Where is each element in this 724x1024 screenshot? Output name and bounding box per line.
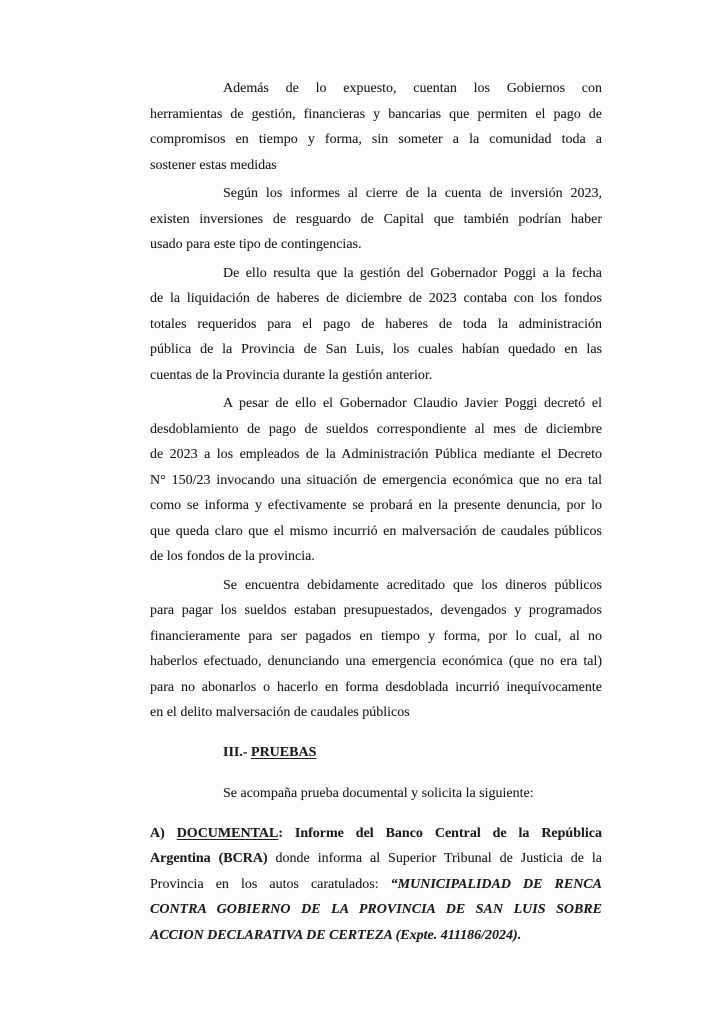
text-line [150, 872, 602, 898]
text-line [150, 573, 602, 599]
text-run: Según los informes al cierre de la cuenta de inversión 2023, [223, 186, 602, 201]
text-line [150, 649, 602, 675]
text-line [150, 417, 602, 443]
text-run: herramientas de gestión, financieras y bancarias que permiten el pago de [150, 106, 602, 122]
text-run: A pesar de ello el Gobernador Claudio Javier Poggi decretó el [223, 396, 602, 411]
paragraph-dineros-presupuestados [150, 573, 602, 726]
text-run: financieramente para ser pagados en tiempo y forma, por lo cual, al no [150, 628, 602, 644]
paragraph-se-acompana-prueba [150, 781, 602, 807]
text-line [150, 781, 602, 807]
text-line [150, 232, 602, 258]
text-line [150, 312, 602, 338]
text-run: de la liquidación de haberes de diciembre de 2023 contaba con los fondos [150, 291, 602, 306]
text-run: Se encuentra debidamente acreditado que los dineros públicos [223, 577, 602, 593]
paragraph-gobiernos-herramientas [150, 76, 602, 178]
text-run: : Informe del Banco Central de la República [278, 825, 602, 841]
text-run: pública de la Provincia de San Luis, los cuales habían quedado en las [150, 342, 602, 357]
section-heading-pruebas [150, 740, 602, 766]
text-line [150, 598, 602, 624]
text-line [150, 153, 602, 179]
text-run: en el delito malversación de caudales públicos [150, 705, 410, 720]
text-line [150, 846, 602, 872]
text-run: totales requeridos para el pago de haberes de toda la administración [150, 316, 602, 332]
text-run: de los fondos de la provincia. [150, 549, 315, 564]
text-line [150, 286, 602, 312]
text-line [150, 76, 602, 102]
text-line [150, 127, 602, 153]
text-line [150, 468, 602, 494]
paragraph-gestion-poggi-fondos [150, 261, 602, 389]
text-run: para no abonarlos o hacerlo en forma desdoblada incurrió inequívocamente [150, 679, 602, 695]
text-run: usado para este tipo de contingencias. [150, 237, 362, 252]
text-line [150, 624, 602, 650]
text-run: Se acompaña prueba documental y solicita la siguiente: [223, 786, 534, 801]
text-run: DOCUMENTAL [176, 825, 279, 841]
paragraph-decreto-150-23 [150, 391, 602, 570]
text-run: A) [150, 825, 177, 841]
text-run: donde informa al Superior Tribunal de Justicia de la [267, 851, 602, 866]
text-line [150, 544, 602, 570]
text-run: compromisos en tiempo y forma, sin someter a la comunidad toda a [150, 132, 602, 147]
text-run: para pagar los sueldos estaban presupuestados, devengados y programados [150, 603, 602, 618]
text-run: Además de lo expuesto, cuentan los Gobiernos con [223, 81, 602, 96]
text-run: de 2023 a los empleados de la Administración Pública mediante el Decreto [150, 447, 602, 462]
text-line [150, 821, 602, 847]
text-run: cuentas de la Provincia durante la gestión anterior. [150, 367, 433, 383]
text-line [150, 363, 602, 389]
paragraph-prueba-documental-bcra [150, 821, 602, 949]
paragraph-cuenta-inversion-2023 [150, 181, 602, 258]
text-run: existen inversiones de resguardo de Capital que también podrían haber [150, 211, 602, 227]
text-run: como se informa y efectivamente se probará en la presente denuncia, por lo [150, 498, 602, 513]
text-run: haberlos efectuado, denunciando una emergencia económica (que no era tal) [150, 654, 602, 669]
text-run: III.- [223, 744, 252, 760]
text-line [150, 493, 602, 519]
text-run: ACCION DECLARATIVA DE CERTEZA (Expte. 411186/2024). [150, 927, 522, 943]
text-line [150, 181, 602, 207]
text-line [150, 442, 602, 468]
text-run: Provincia en los autos caratulados: [150, 876, 391, 892]
text-block [150, 76, 602, 951]
text-line [150, 519, 602, 545]
text-run: sostener estas medidas [150, 157, 277, 173]
text-run: desdoblamiento de pago de sueldos correspondiente al mes de diciembre [150, 421, 602, 437]
text-line [150, 207, 602, 233]
text-line [150, 923, 602, 949]
text-line [150, 675, 602, 701]
text-run: PRUEBAS [251, 744, 317, 760]
text-run: N° 150/23 invocando una situación de emergencia económica que no era tal [150, 472, 602, 488]
text-line [150, 102, 602, 128]
text-line [150, 391, 602, 417]
text-line [150, 337, 602, 363]
text-run: CONTRA GOBIERNO DE LA PROVINCIA DE SAN LUIS SOBRE [150, 902, 602, 917]
text-run: De ello resulta que la gestión del Gobernador Poggi a la fecha [223, 265, 602, 281]
text-run: Argentina (BCRA) [150, 851, 268, 866]
text-line [150, 261, 602, 287]
text-line [150, 897, 602, 923]
text-line [150, 700, 602, 726]
text-run: “MUNICIPALIDAD DE RENCA [390, 876, 602, 892]
text-line [150, 740, 602, 766]
text-run: que queda claro que el mismo incurrió en malversación de caudales públicos [150, 523, 602, 539]
